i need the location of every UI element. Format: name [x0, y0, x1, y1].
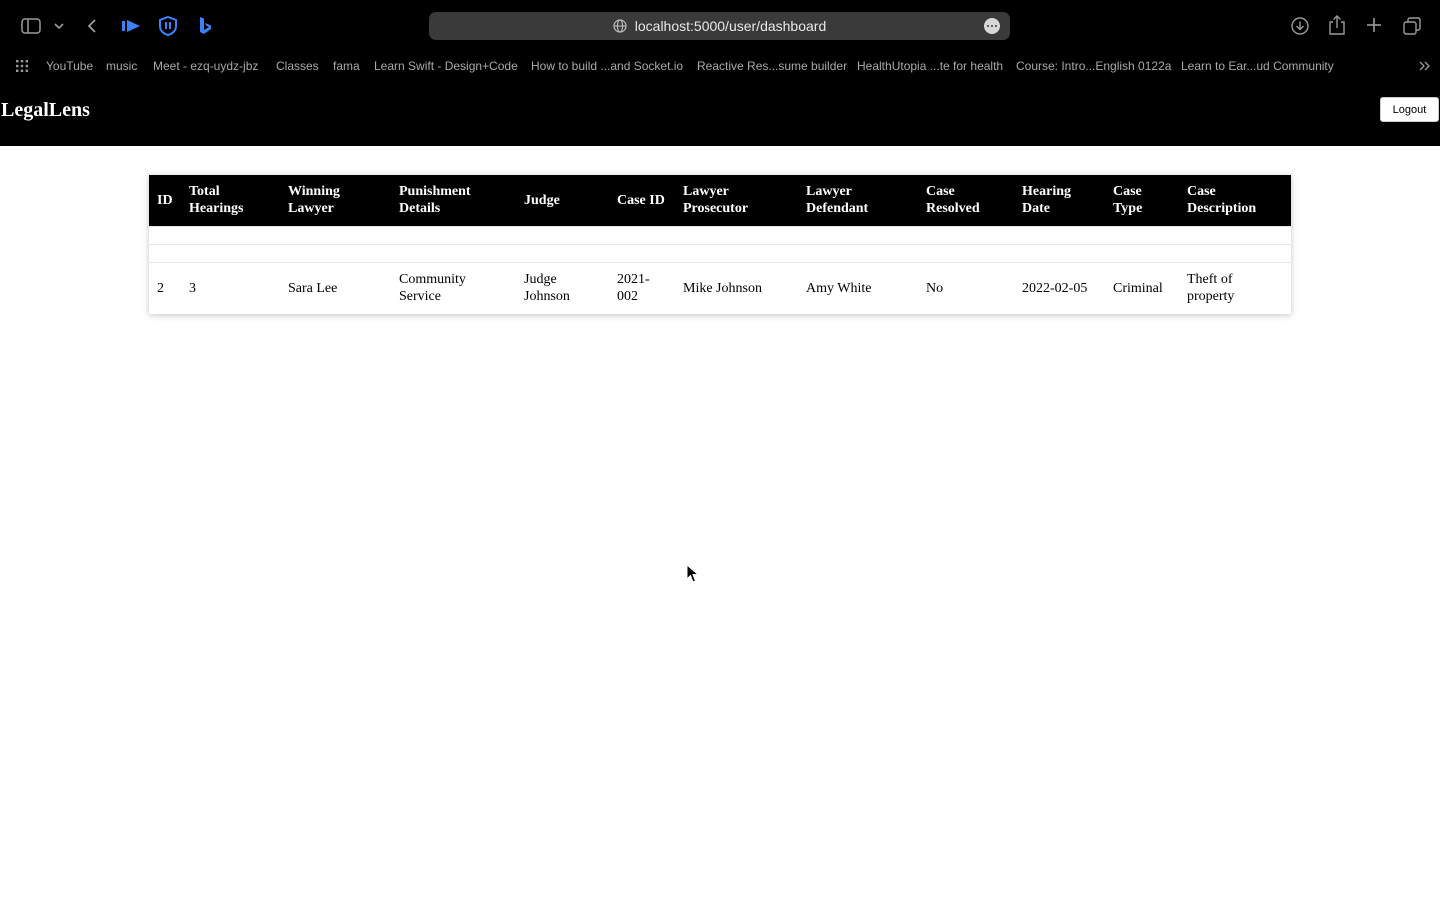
- cell-lawyer-defendant: Amy White: [798, 262, 918, 314]
- table-cell: [149, 226, 1291, 244]
- column-header: Lawyer Defendant: [798, 175, 918, 226]
- more-options-icon[interactable]: [984, 18, 1000, 34]
- apps-grid-icon[interactable]: [15, 59, 29, 73]
- cases-table-container: [149, 175, 1291, 314]
- chevron-left-icon[interactable]: [84, 16, 100, 36]
- column-header: Lawyer Prosecutor: [675, 175, 798, 226]
- table-cell: [149, 244, 1291, 262]
- table-row-empty: [149, 226, 1291, 244]
- column-header: Case ID: [609, 175, 675, 226]
- table-header-row: [149, 175, 1291, 226]
- column-header: Case Resolved: [918, 175, 1014, 226]
- column-header: Judge: [516, 175, 609, 226]
- bookmark-item[interactable]: music: [106, 59, 138, 73]
- bookmark-item[interactable]: HealthUtopia ...te for health: [857, 59, 1004, 73]
- address-bar[interactable]: [429, 12, 1010, 40]
- cell-case-type: Criminal: [1105, 262, 1179, 314]
- cell-case-resolved: No: [918, 262, 1014, 314]
- chevron-double-right-icon[interactable]: [1418, 59, 1432, 73]
- share-icon[interactable]: [1328, 14, 1346, 36]
- shield-icon[interactable]: [158, 15, 178, 37]
- cell-total-hearings: 3: [181, 262, 280, 314]
- download-icon[interactable]: [1290, 16, 1310, 36]
- column-header: Punishment Details: [391, 175, 516, 226]
- cell-punishment-details: Community Service: [391, 262, 516, 314]
- mouse-cursor-icon: [686, 564, 700, 589]
- browser-toolbar: [0, 0, 1440, 52]
- bookmark-item[interactable]: YouTube: [46, 59, 94, 73]
- cell-case-id: 2021-002: [609, 262, 675, 314]
- bookmark-item[interactable]: Learn to Ear...ud Community: [1181, 59, 1334, 73]
- bookmark-item[interactable]: Course: Intro...English 0122a: [1016, 59, 1172, 73]
- extension-play-icon[interactable]: [120, 16, 142, 36]
- bookmark-item[interactable]: Meet - ezq-uydz-jbz: [153, 59, 259, 73]
- cell-lawyer-prosecutor: Mike Johnson: [675, 262, 798, 314]
- cases-table: [149, 175, 1291, 314]
- globe-icon: [613, 19, 627, 33]
- bookmarks-bar: [0, 52, 1440, 80]
- bookmark-item[interactable]: fama: [333, 59, 360, 73]
- bookmark-item[interactable]: Classes: [276, 59, 319, 73]
- bookmark-item[interactable]: Reactive Res...sume builder: [697, 59, 848, 73]
- column-header: Total Hearings: [181, 175, 280, 226]
- logout-button[interactable]: Logout: [1380, 97, 1439, 122]
- bookmark-item[interactable]: Learn Swift - Design+Code: [374, 59, 518, 73]
- table-row-empty: [149, 244, 1291, 262]
- column-header: Winning Lawyer: [280, 175, 391, 226]
- table-row: [149, 262, 1291, 314]
- column-header: Hearing Date: [1014, 175, 1105, 226]
- cell-winning-lawyer: Sara Lee: [280, 262, 391, 314]
- url-text: localhost:5000/user/dashboard: [634, 18, 827, 34]
- column-header: Case Description: [1179, 175, 1291, 226]
- cell-case-description: Theft of property: [1179, 262, 1291, 314]
- column-header: ID: [149, 175, 181, 226]
- cell-id: 2: [149, 262, 181, 314]
- tabs-overview-icon[interactable]: [1402, 16, 1422, 36]
- cell-judge: Judge Johnson: [516, 262, 609, 314]
- chevron-down-icon[interactable]: [52, 18, 66, 34]
- plus-icon[interactable]: [1365, 16, 1383, 34]
- sidebar-icon[interactable]: [20, 16, 42, 36]
- bookmark-item[interactable]: How to build ...and Socket.io: [531, 59, 684, 73]
- column-header: Case Type: [1105, 175, 1179, 226]
- brand-logo-text: LegalLens: [1, 99, 90, 121]
- cell-hearing-date: 2022-02-05: [1014, 262, 1105, 314]
- app-header: [0, 80, 1440, 146]
- bing-icon[interactable]: [196, 15, 214, 37]
